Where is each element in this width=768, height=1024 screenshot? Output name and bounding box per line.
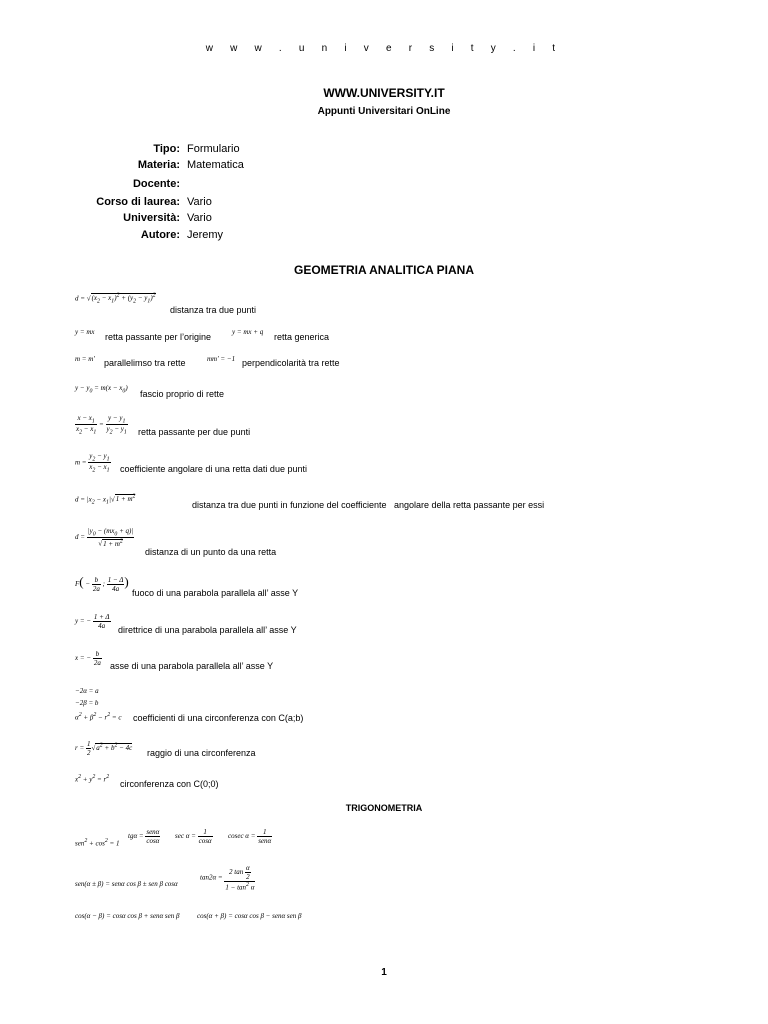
- meta-value: Matematica: [187, 159, 244, 171]
- formula-description: coefficienti di una circonferenza con C(a;b): [133, 713, 304, 723]
- formula-description: coefficiente angolare di una retta dati due punti: [120, 464, 307, 474]
- formula-cos-sum: cos(α + β) = cosα cos β − senα sen β: [197, 912, 302, 920]
- formula-circle-coeffs: −2α = a −2β = b $\alpha^2 + \beta^2 - r^2 = c$: [75, 687, 122, 722]
- meta-label: Università:: [123, 212, 180, 224]
- formula-distance: $d = √(x_2 - x_1)^2 + (y_2 - y_1)^2$: [75, 293, 156, 305]
- formula-directrix: y = − $\frac{1 + \Delta}{4a}$: [75, 613, 110, 630]
- formula-description: parallelimso tra rette: [104, 358, 186, 368]
- meta-label: Tipo:: [153, 143, 180, 155]
- formula-radius: r = $\frac{1}{2}$ $√a^2 + b^2 - 4c$: [75, 740, 133, 757]
- formula-origin-line: y = mx: [75, 328, 95, 336]
- site-subtitle: Appunti Universitari OnLine: [317, 106, 451, 117]
- page-number: 1: [381, 967, 387, 978]
- formula-sin-sum: sen(α ± β) = senα cos β ± sen β cosα: [75, 880, 178, 888]
- meta-label: Materia:: [137, 159, 180, 171]
- formula-description: retta passante per l’origine: [105, 332, 212, 342]
- meta-label: Autore:: [140, 229, 180, 241]
- formula-slope: m = $\frac{y_2 - y_1}{x_2 - x_1}$: [75, 452, 110, 474]
- formula-description: angolare della retta passante per essi: [394, 500, 545, 510]
- formula-parallel: m = m′: [75, 355, 95, 363]
- formula-description: distanza tra due punti in funzione del coefficiente: [192, 500, 387, 510]
- meta-value: Formulario: [187, 143, 240, 155]
- formula-circle-origin: $x^2 + y^2 = r^2$: [75, 774, 110, 784]
- meta-value: Vario: [187, 196, 212, 208]
- formula-tangent: tgα = senα cosα: [128, 828, 160, 845]
- meta-label: Docente:: [132, 178, 180, 190]
- formula-tan-double: tan2α = 2 tan $\frac{\alpha}{2}$ $1 - \tan^2 \alpha$: [200, 864, 255, 892]
- running-header: w w w . u n i v e r s i t y . i t: [205, 43, 563, 54]
- formula-description: distanza tra due punti: [170, 305, 257, 315]
- formula-generic-line: y = mx + q: [232, 328, 264, 336]
- formula-pencil: $y - y_0 = m(x - x_0)$: [75, 384, 128, 395]
- meta-value: Jeremy: [187, 229, 224, 241]
- formula-description: retta generica: [274, 332, 330, 342]
- formula-point-line-distance: d = $\frac{|y_0 - (mx_0 + q)|}{√1 + m^2}$: [75, 527, 134, 548]
- formula-description: perpendicolarità tra rette: [242, 358, 340, 368]
- formula-description: asse di una parabola parallela all’ asse Y: [110, 661, 274, 671]
- section-title: GEOMETRIA ANALITICA PIANA: [294, 263, 474, 277]
- formula-description: fuoco di una parabola parallela all’ asse Y: [132, 588, 299, 598]
- formula-focus: F( − $\frac{b}{2a}$ ; $\frac{1 - \Delta}{4a}$ ): [75, 574, 129, 593]
- formula-description: fascio proprio di rette: [140, 389, 225, 399]
- formula-perpendicular: mm′ = −1: [207, 355, 236, 363]
- meta-value: Vario: [187, 212, 212, 224]
- formula-cosecant: cosec α = 1 senα: [228, 828, 272, 845]
- meta-label: Corso di laurea:: [96, 196, 180, 208]
- formula-distance-slope: $d = |x_2 - x_1|√1 + m^2$: [75, 494, 136, 506]
- formula-two-points: $\frac{x - x_1}{x_2 - x_1}$ = $\frac{y - y_1}{y_2 - y_1}$: [76, 414, 127, 436]
- formula-pythagorean: $sen^2 + \cos^2 = 1$: [75, 838, 120, 848]
- formula-description: raggio di una circonferenza: [147, 748, 256, 758]
- formula-secant: sec α = $\frac{1}{\cos\alpha}$: [175, 828, 212, 845]
- site-title: WWW.UNIVERSITY.IT: [323, 86, 445, 100]
- formula-axis: x = − $\frac{b}{2a}$: [75, 650, 101, 667]
- formula-description: distanza di un punto da una retta: [145, 547, 277, 557]
- formula-description: circonferenza con C(0;0): [120, 779, 219, 789]
- formula-description: retta passante per due punti: [138, 427, 251, 437]
- formula-cos-diff: cos(α − β) = cosα cos β + senα sen β: [75, 912, 180, 920]
- trig-title: TRIGONOMETRIA: [345, 803, 423, 813]
- formula-description: direttrice di una parabola parallela all’ asse Y: [118, 625, 297, 635]
